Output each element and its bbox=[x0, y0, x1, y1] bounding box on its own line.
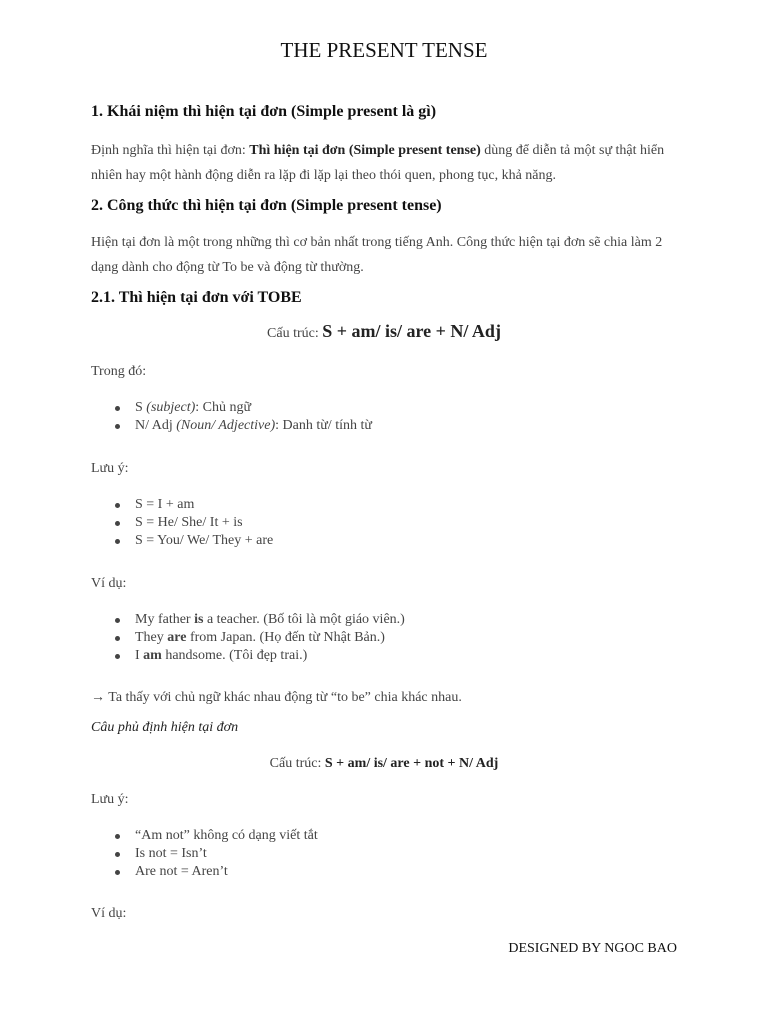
section-1-heading: 1. Khái niệm thì hiện tại đơn (Simple present là gì) bbox=[91, 103, 437, 120]
list-item: S (subject): Chủ ngữ bbox=[91, 399, 372, 417]
definition-intro: Định nghĩa thì hiện tại đơn: bbox=[91, 143, 250, 158]
example-list bbox=[91, 611, 405, 665]
section-1-paragraph bbox=[91, 138, 691, 188]
list-item: Is not = Isn’t bbox=[91, 845, 318, 863]
where-list bbox=[91, 399, 372, 435]
page-title: THE PRESENT TENSE bbox=[280, 38, 488, 62]
example-label: Ví dụ: bbox=[91, 576, 127, 591]
list-item: N/ Adj (Noun/ Adjective): Danh từ/ tính từ bbox=[91, 417, 372, 435]
section-2-heading: 2. Công thức thì hiện tại đơn (Simple present tense) bbox=[91, 197, 442, 214]
neg-note-label: Lưu ý: bbox=[91, 792, 129, 807]
negative-structure bbox=[0, 756, 768, 772]
definition-text: dùng để diễn tả một sự thật hiển nhiên hay một hành động diễn ra lặp đi lặp lại theo thói quen, phong tục, khả năng. bbox=[91, 143, 665, 183]
footer-credit: DESIGNED BY NGOC BAO bbox=[508, 941, 677, 956]
negative-heading: Câu phủ định hiện tại đơn bbox=[91, 720, 239, 735]
list-item: S = I + am bbox=[91, 496, 273, 514]
tobe-structure bbox=[0, 321, 768, 342]
section-2-1-heading: 2.1. Thì hiện tại đơn với TOBE bbox=[91, 289, 302, 306]
structure-formula: S + am/ is/ are + N/ Adj bbox=[322, 321, 501, 341]
structure-label: Cấu trúc: bbox=[269, 756, 325, 771]
note-list bbox=[91, 496, 273, 550]
list-item: S = He/ She/ It + is bbox=[91, 514, 273, 532]
section-2-paragraph: Hiện tại đơn là một trong những thì cơ bản nhất trong tiếng Anh. Công thức hiện tại đơn sẽ chia làm 2 dạng dành cho động từ To be và động từ thường. bbox=[91, 235, 663, 275]
arrow-note: → Ta thấy với chủ ngữ khác nhau động từ “to be” chia khác nhau. bbox=[91, 690, 462, 705]
list-item: I am handsome. (Tôi đẹp trai.) bbox=[91, 647, 405, 665]
list-item: “Am not” không có dạng viết tắt bbox=[91, 827, 318, 845]
list-item: My father is a teacher. (Bố tôi là một giáo viên.) bbox=[91, 611, 405, 629]
neg-note-list bbox=[91, 827, 318, 881]
where-label: Trong đó: bbox=[91, 364, 147, 379]
note-label: Lưu ý: bbox=[91, 461, 129, 476]
list-item: Are not = Aren’t bbox=[91, 863, 318, 881]
neg-example-label: Ví dụ: bbox=[91, 906, 127, 921]
list-item: They are from Japan. (Họ đến từ Nhật Bản.) bbox=[91, 629, 405, 647]
structure-label: Cấu trúc: bbox=[267, 326, 323, 341]
definition-term: Thì hiện tại đơn (Simple present tense) bbox=[249, 143, 481, 158]
structure-formula: S + am/ is/ are + not + N/ Adj bbox=[324, 756, 499, 771]
list-item: S = You/ We/ They + are bbox=[91, 532, 273, 550]
